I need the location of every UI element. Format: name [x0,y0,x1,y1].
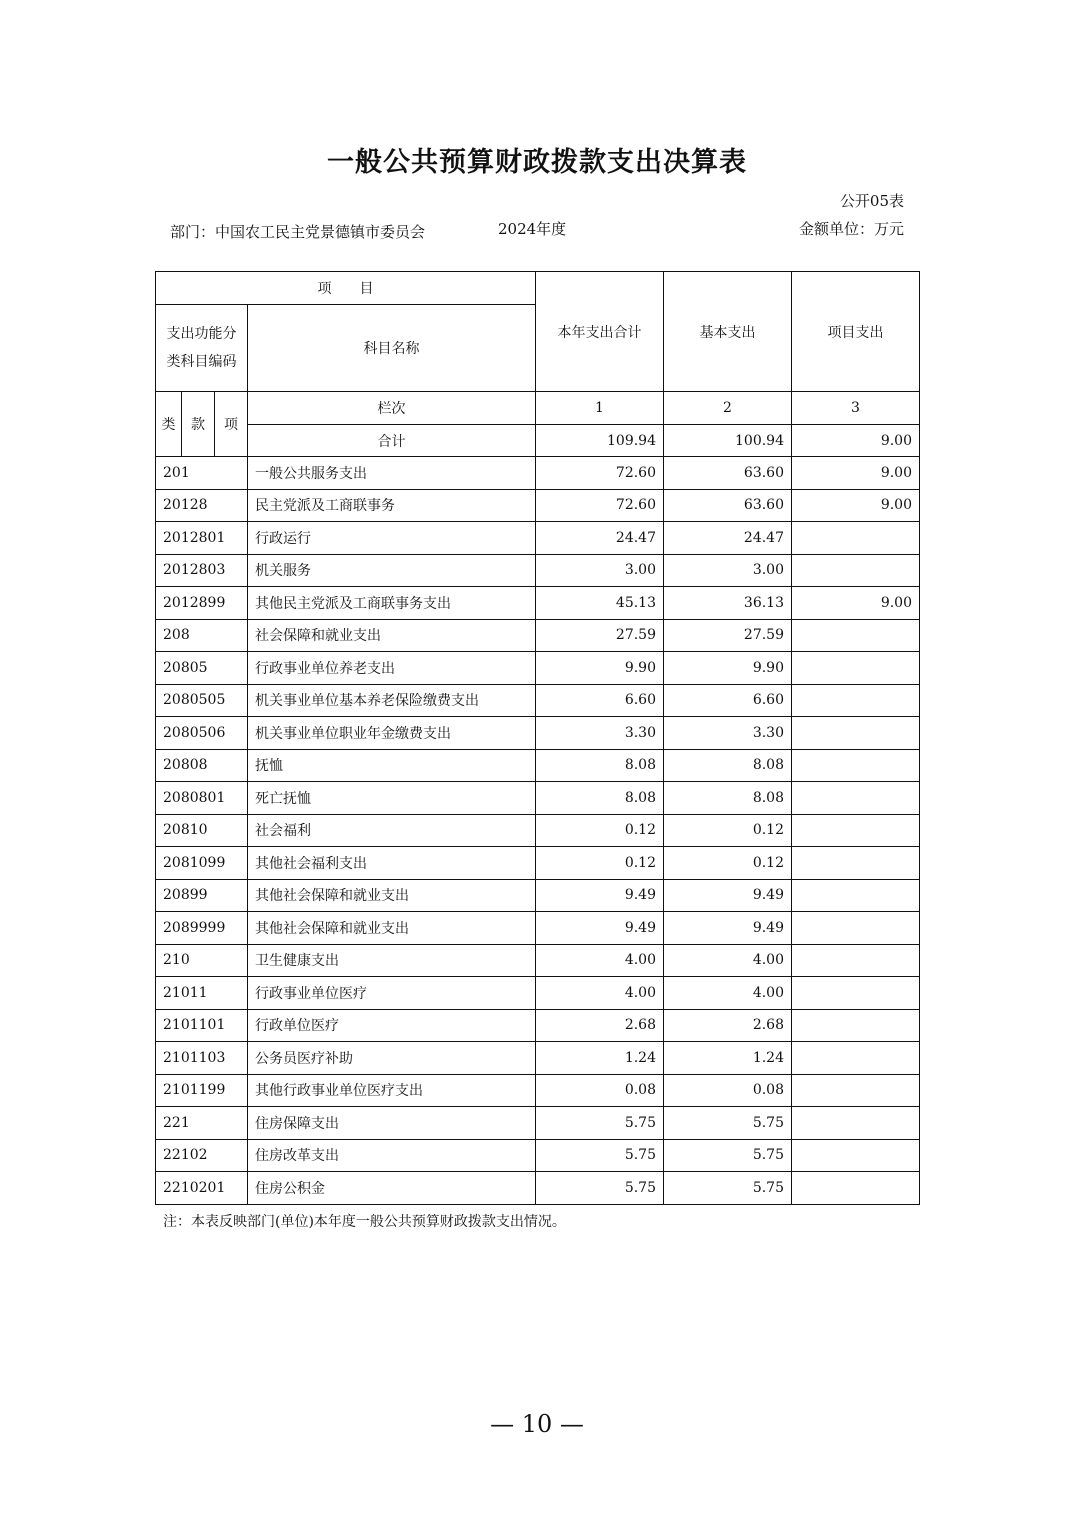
table-row [156,1042,920,1075]
row-basic: 8.08 [664,782,792,815]
table-row [156,489,920,522]
row-project [792,1042,920,1075]
row-code: 2012801 [156,522,248,555]
page-title: 一般公共预算财政拨款支出决算表 [327,147,747,178]
row-code: 221 [156,1107,248,1140]
table-row [156,749,920,782]
row-code: 22102 [156,1139,248,1172]
table-row [156,879,920,912]
row-basic: 4.00 [664,944,792,977]
row-name: 行政运行 [248,522,536,555]
row-total: 5.75 [536,1139,664,1172]
row-total: 0.12 [536,847,664,880]
row-total: 5.75 [536,1172,664,1205]
row-project [792,1009,920,1042]
row-basic: 5.75 [664,1172,792,1205]
row-basic: 3.00 [664,554,792,587]
row-code: 2210201 [156,1172,248,1205]
row-code: 20808 [156,749,248,782]
row-name: 其他行政事业单位医疗支出 [248,1074,536,1107]
row-project [792,684,920,717]
row-project [792,1074,920,1107]
table-row [156,684,920,717]
year-label: 2024年度 [498,220,567,238]
row-basic: 9.49 [664,879,792,912]
table-row [156,912,920,945]
row-basic: 4.00 [664,977,792,1010]
row-total: 0.08 [536,1074,664,1107]
row-project [792,782,920,815]
row-basic: 6.60 [664,684,792,717]
row-total: 2.68 [536,1009,664,1042]
row-name: 机关事业单位职业年金缴费支出 [248,717,536,750]
row-code: 20810 [156,814,248,847]
row-name: 住房保障支出 [248,1107,536,1140]
row-name: 行政事业单位医疗 [248,977,536,1010]
row-project [792,717,920,750]
row-total: 1.24 [536,1042,664,1075]
table-row [156,847,920,880]
row-basic: 27.59 [664,619,792,652]
table-row [156,554,920,587]
header-kuan: 款 [182,392,215,457]
row-code: 2089999 [156,912,248,945]
row-project: 9.00 [792,587,920,620]
row-code: 208 [156,619,248,652]
row-total: 6.60 [536,684,664,717]
department-label: 部门：中国农工民主党景德镇市委员会 [170,223,426,241]
column-index-3: 3 [792,392,920,425]
row-project [792,619,920,652]
row-project [792,554,920,587]
header-item: 项 目 [156,272,536,305]
table-row [156,652,920,685]
table-row [156,782,920,815]
row-project [792,749,920,782]
row-total: 27.59 [536,619,664,652]
row-code: 2080505 [156,684,248,717]
row-code: 2080801 [156,782,248,815]
row-total: 8.08 [536,782,664,815]
row-code: 2101199 [156,1074,248,1107]
row-total: 9.49 [536,879,664,912]
row-total: 72.60 [536,457,664,490]
column-index-label: 栏次 [248,392,536,425]
table-row [156,1009,920,1042]
sum-project: 9.00 [792,425,920,457]
sum-label: 合计 [248,425,536,457]
row-project: 9.00 [792,489,920,522]
table-note: 注：本表反映部门(单位)本年度一般公共预算财政拨款支出情况。 [163,1214,566,1230]
row-code: 2101103 [156,1042,248,1075]
row-basic: 2.68 [664,1009,792,1042]
row-basic: 0.08 [664,1074,792,1107]
header-total: 本年支出合计 [536,272,664,392]
row-code: 210 [156,944,248,977]
row-project [792,977,920,1010]
row-code: 2081099 [156,847,248,880]
table-row [156,717,920,750]
page-number: — 10 — [490,1410,584,1438]
table-row [156,1107,920,1140]
row-project [792,879,920,912]
table-row [156,1172,920,1205]
row-project [792,847,920,880]
table-row [156,619,920,652]
row-basic: 5.75 [664,1139,792,1172]
row-name: 其他社会保障和就业支出 [248,912,536,945]
row-name: 其他民主党派及工商联事务支出 [248,587,536,620]
row-basic: 3.30 [664,717,792,750]
row-project [792,1172,920,1205]
column-index-1: 1 [536,392,664,425]
row-total: 5.75 [536,1107,664,1140]
row-project [792,652,920,685]
row-name: 住房公积金 [248,1172,536,1205]
row-project [792,912,920,945]
row-total: 72.60 [536,489,664,522]
row-basic: 8.08 [664,749,792,782]
table-row [156,814,920,847]
row-code: 2012899 [156,587,248,620]
row-project [792,944,920,977]
row-total: 4.00 [536,977,664,1010]
row-basic: 9.49 [664,912,792,945]
row-name: 行政事业单位养老支出 [248,652,536,685]
row-project [792,1139,920,1172]
row-total: 45.13 [536,587,664,620]
row-code: 201 [156,457,248,490]
row-basic: 0.12 [664,814,792,847]
table-row [156,1139,920,1172]
row-name: 社会保障和就业支出 [248,619,536,652]
row-code: 2101101 [156,1009,248,1042]
row-basic: 9.90 [664,652,792,685]
header-basic: 基本支出 [664,272,792,392]
header-code-group: 支出功能分类科目编码 [156,305,248,392]
form-number: 公开05表 [839,192,904,210]
row-name: 行政单位医疗 [248,1009,536,1042]
header-name: 科目名称 [248,305,536,392]
row-total: 9.49 [536,912,664,945]
row-total: 0.12 [536,814,664,847]
row-project [792,522,920,555]
row-basic: 1.24 [664,1042,792,1075]
row-project [792,814,920,847]
row-code: 2012803 [156,554,248,587]
column-index-2: 2 [664,392,792,425]
header-project: 项目支出 [792,272,920,392]
row-name: 机关事业单位基本养老保险缴费支出 [248,684,536,717]
row-basic: 36.13 [664,587,792,620]
row-name: 民主党派及工商联事务 [248,489,536,522]
row-name: 住房改革支出 [248,1139,536,1172]
table-row [156,457,920,490]
row-name: 其他社会福利支出 [248,847,536,880]
row-basic: 63.60 [664,489,792,522]
row-name: 抚恤 [248,749,536,782]
row-name: 机关服务 [248,554,536,587]
row-name: 死亡抚恤 [248,782,536,815]
expenditure-table [155,271,920,1205]
row-name: 其他社会保障和就业支出 [248,879,536,912]
sum-basic: 100.94 [664,425,792,457]
row-total: 8.08 [536,749,664,782]
table-row [156,1074,920,1107]
row-code: 20805 [156,652,248,685]
header-lei: 类 [156,392,182,457]
row-total: 3.30 [536,717,664,750]
row-name: 公务员医疗补助 [248,1042,536,1075]
row-project [792,1107,920,1140]
header-xiang: 项 [215,392,248,457]
row-basic: 24.47 [664,522,792,555]
row-basic: 5.75 [664,1107,792,1140]
table-row [156,977,920,1010]
unit-label: 金额单位：万元 [798,220,904,238]
sum-total: 109.94 [536,425,664,457]
row-name: 社会福利 [248,814,536,847]
row-total: 24.47 [536,522,664,555]
row-code: 20899 [156,879,248,912]
table-row [156,522,920,555]
row-code: 21011 [156,977,248,1010]
row-project: 9.00 [792,457,920,490]
row-basic: 0.12 [664,847,792,880]
row-code: 2080506 [156,717,248,750]
row-basic: 63.60 [664,457,792,490]
table-row [156,587,920,620]
row-name: 卫生健康支出 [248,944,536,977]
row-code: 20128 [156,489,248,522]
table-row [156,944,920,977]
row-name: 一般公共服务支出 [248,457,536,490]
row-total: 4.00 [536,944,664,977]
row-total: 9.90 [536,652,664,685]
row-total: 3.00 [536,554,664,587]
